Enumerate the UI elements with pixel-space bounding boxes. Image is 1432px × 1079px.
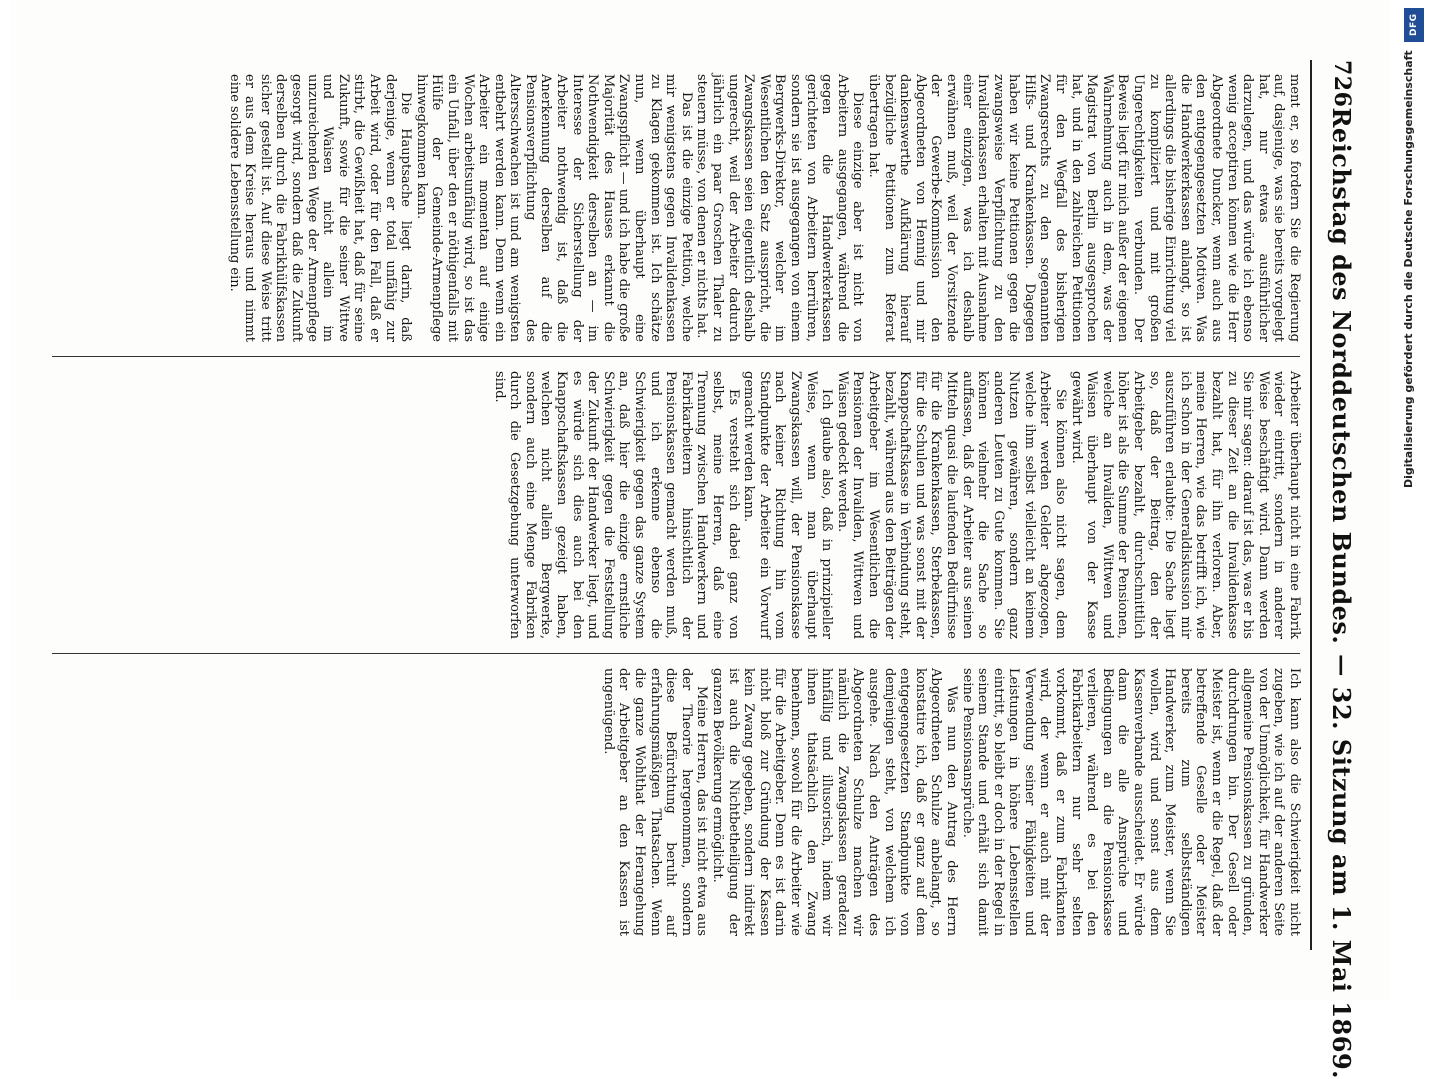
paragraph: ment er, so fordern Sie die Regierung auf, dasjenige, was sie bereits vorgelegt hat, nur etwas ausführlicher darzulegen, und das würde ich ebenso wenig acceptiren können wie die Herr Abgeordnete Duncker, wenn auch aus den entgegengesetzten Motiven. Was die Handwerkerkassen anlangt, so ist allerdings die bisherige Einrichtung viel zu kompliziert und mit großen Ungerechtigkeiten verbunden. Der Beweis liegt für mich außer der eigenen Wahrnehmung auch in dem, was der Magistrat von Berlin ausgesprochen hat, und in den zahlreichen Petitionen für den Wegfall des bisherigen Zwangsrechts zu den sogenannten Hilfs- und Krankenkassen. Dagegen haben wir keine Petitionen gegen die zwangsweise Verpflichtung zu den Invalidenkassen erhalten mit Ausnahme einer einzigen, was ich deshalb erwähnen muß, weil der Vorsitzende der Gewerbe-Kommission den Abgeordneten von Hennig und mir dankenswerthe Aufklärung hierauf bezügliche Petitionen zum Referat übertragen hat. <box>865 74 1302 342</box>
paragraph: Meine Herren, das ist nicht etwa aus der Theorie hergenommen, sondern diese Befürchtung beruht auf erfahrungsmäßigen Thatsachen. Wenn die ganze Wohlthat der Herangehung der Arbeitgeber an den Kassen ist ungenügend. <box>600 668 710 936</box>
dfg-logo: DFG <box>1404 8 1424 42</box>
digitization-credit: Digitalisierung gefördert durch die Deutsche Forschungsgemeinschaft <box>1402 50 1415 488</box>
paragraph: Das ist die einzige Petition, welche mir wenigstens gegen Invalidenkassen zu Klagen gekommen ist. Ich schätze nun, wenn überhaupt eine Zwangspflicht — und ich habe die große Majorität des Hauses erkannt die Nothwendigkeit derselben an — im Interesse der Sicherstellung der Arbeiter nothwendig ist, daß die Anerkennung derselben auf die Pensionsverpflichtung des Altersschwachen ist und am wenigsten entbehrt werden kann. Denn wenn ein Arbeiter ein momentan auf einige Wochen arbeitsunfähig wird, so ist das ein Unfall, über den er nöthigenfalls mit Hülfe der Gemeinde-Armenpflege hinwegkommen kann. <box>413 74 694 342</box>
text-column-left <box>50 60 1302 356</box>
header-separator: — <box>1329 654 1355 677</box>
paragraph: Arbeiter überhaupt nicht in eine Fabrik wieder eintritt, sondern in anderer Weise beschäftigt wird. Dann werden Sie mir sagen: darauf ist das, was er bis zu dieser Zeit an die Invalidenkasse bezahlt hat, für ihn verloren. Aber, meine Herren, wie das betrifft ich, wie ich schon in der Generaldiskussion mir auszuführen erlaubte: Die Sache liegt so, daß der Beitrag, den der Arbeitgeber bezahlt, durchschnittlich höher ist als die Summe der Pensionen, welche an Invaliden, Wittwen und Waisen überhaupt von der Kasse gewährt wird. <box>1068 371 1302 639</box>
header-right-session: 32. Sitzung am 1. Mai 1869. <box>1327 686 1357 1079</box>
scanned-page <box>10 0 1390 1079</box>
paragraph: Die Hauptsache liegt darin, daß derjenige, wenn er total unfähig zur Arbeit wird, oder für den Fall, daß er stirbt, die Gewißheit hat, daß für seine Zukunft, sowie für die seiner Wittwe und Waisen nicht allein im unzureichenden Wege der Armenpflege gesorgt wird, sondern daß die Zukunft derselben durch die Fabrikhülfskassen sicher gestellt ist. Auf diese Weise tritt er aus dem Kreise heraus und nimmt eine solidere Lebensstellung ein. <box>226 74 414 342</box>
text-columns <box>50 60 1302 950</box>
paragraph: Diese einzige aber ist nicht von Arbeitern ausgegangen, während die gegen die Handwerkerkassen gerichteten von Arbeitern herrühren, sondern sie ist ausgegangen von einem Bergwerks-Direktor, welcher im Wesentlichen den Satz ausspricht, die Zwangskassen seien eigentlich deshalb ungerecht, weil der Arbeiter dadurch jährlich ein paar Groschen Thaler zu steuern müsse, von denen er nichts hat. <box>694 74 866 342</box>
running-head <box>1322 60 1362 1079</box>
paragraph: Was nun den Antrag des Herrn Abgeordneten Schulze anbelangt, so konstatire ich, daß er ganz auf dem entgegengesetzten Standpunkte von demjenigen steht, von welchem ich ausgehe. Nach den Anträgen des Abgeordneten Schulze machen wir nämlich die Zwangskassen geradezu hinfällig und illusorisch, indem wir ihnen thatsächlich den Zwang benehmen, sowohl für die Arbeiter wie für die Arbeitgeber. Denn es ist darin nicht bloß zur Gründung der Kassen kein Zwang gegeben, sondern indirekt ist auch die Nichtbetheiligung der ganzen Bevölkerung ermöglicht. <box>710 668 959 936</box>
text-column-right <box>50 654 1302 950</box>
page-number: 726 <box>1329 60 1355 108</box>
paragraph: Ich kann also die Schwierigkeit nicht zugeben, wie ich auf der anderen Seite von der Unmöglichkeit, für Handwerker allgemeine Pensionskassen zu gründen, durchdrungen bin. Der Gesell oder Meister ist, wenn er die Regel, daß der betreffende Geselle oder Meister bereits zum selbstständigen Handwerker, zum Meister, wenn Sie wollen, wird und sonst aus dem Kassenverbande ausscheidet. Er würde dann die alle Ansprüche und Bedingungen an die Pensionskasse verlieren, während es bei den Fabrikarbeitern nur sehr selten vorkommt, daß er zum Fabrikanten wird, der wenn er auch mit der Verwendung seiner Fähigkeiten und Leistungen in höhere Lebensstellen eintritt, so bleibt er doch in der Regel in seinem Stande und erhält sich damit seine Pensionsansprüche. <box>959 668 1302 936</box>
paragraph: Es versteht sich dabei ganz von selbst, meine Herren, daß eine Trennung zwischen Handwerkern und Fabrikarbeitern hinsichtlich der Pensionskassen gemacht werden muß, und ich erkenne ebenso die Schwierigkeit gegen das ganze System an, daß hier die einzige ernstliche Schwierigkeit gegen die Feststellung der Zukunft der Handwerker liegt, und es würde sich dies auch bei den Knappschaftskassen gezeigt haben, welchen nicht allein Bergwerke, sondern auch eine Menge Fabriken durch die Gesetzgebung unterworfen sind. <box>491 371 741 639</box>
header-rule <box>1310 60 1312 950</box>
text-column-middle <box>50 357 1302 653</box>
paragraph: Ich glaube also, daß in prinzipieller Weise, wenn man überhaupt Zwangskassen will, der Pensionskasse nach keiner Richtung hin vom Standpunkte der Arbeiter ein Vorwurf gemacht werden kann. <box>741 371 835 639</box>
paragraph: Sie können also nicht sagen, dem Arbeiter werden Gelder abgezogen, welche ihm selbst vielleicht an keinem Nutzen gewähren, sondern ganz anderen Leuten zu Gute kommen. Sie können vielmehr die Sache so auffassen, daß der Arbeiter aus seinen Mitteln quasi die laufenden Bedürfnisse für die Krankenkassen, Sterbekassen, für die Schulen und was sonst mit der Knappschaftskasse in Verbindung steht, bezahlt, während aus den Beiträgen der Arbeitgeber im Wesentlichen die Pensionen der Invaliden, Wittwen und Waisen gedeckt werden. <box>834 371 1069 639</box>
digitization-sidebar <box>1400 8 1428 998</box>
header-left-title: Reichstag des Norddeutschen Bundes. <box>1327 107 1357 645</box>
